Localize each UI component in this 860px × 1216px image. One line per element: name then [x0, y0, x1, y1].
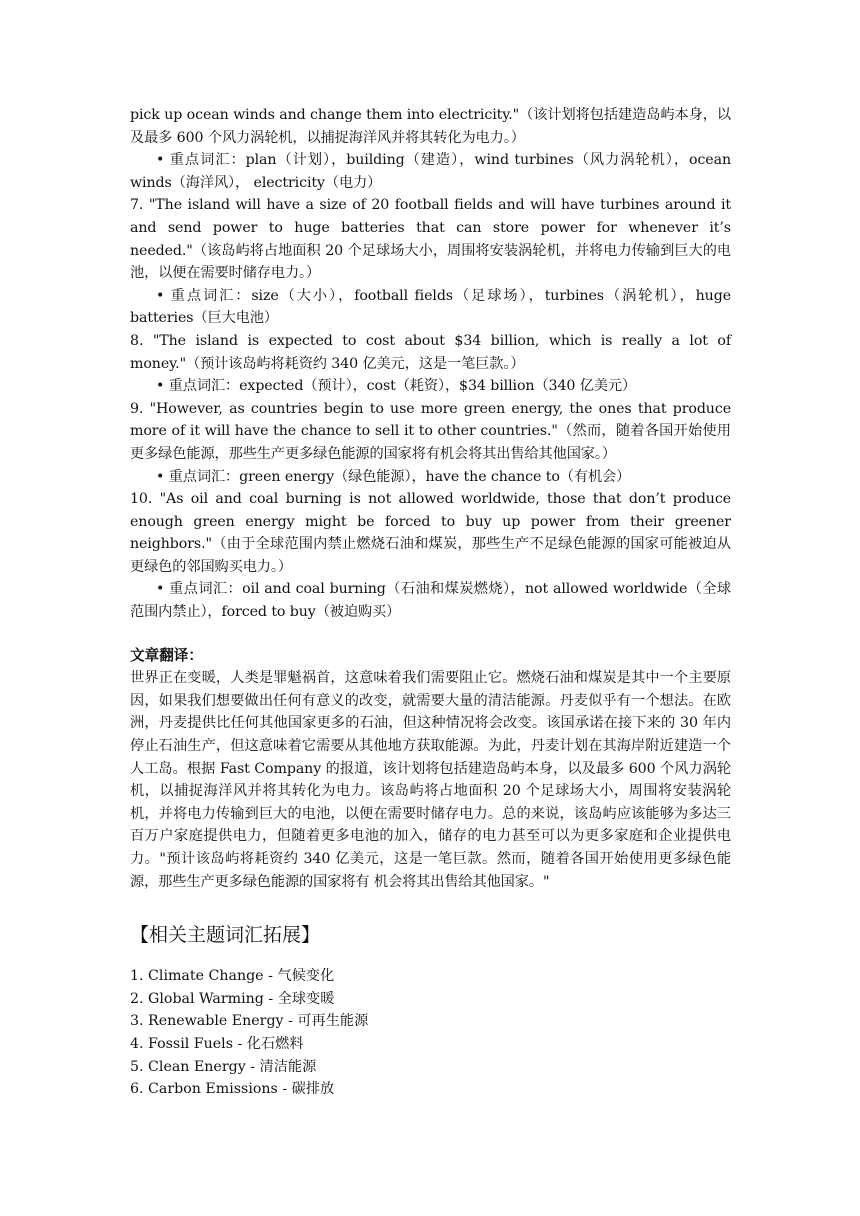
topic-vocab-list	[130, 965, 731, 1101]
key-vocab-bullet-6: • 重点词汇：plan（计划），building（建造），wind turbines（风力涡轮机），ocean winds（海洋风）， electricity（电力）	[130, 152, 731, 191]
intro-paragraph: pick up ocean winds and change them into electricity."（该计划将包括建造岛屿本身，以及最多 600 个风力涡轮机，以捕捉海洋风并将其转化为电力。）	[130, 107, 731, 146]
topic-vocab-heading: 【相关主题词汇拓展】	[130, 924, 321, 947]
vocab-item: 5. Clean Energy - 清洁能源	[130, 1058, 317, 1075]
key-vocab-bullet-10: • 重点词汇：oil and coal burning（石油和煤炭燃烧），not allowed worldwide（全球范围内禁止），forced to buy（被迫购买）	[130, 581, 731, 621]
vocab-item: 1. Climate Change - 气候变化	[130, 968, 335, 985]
key-vocab-bullet-7: • 重点词汇：size（大小），football fields（足球场），turbines（涡轮机），huge batteries（巨大电池）	[130, 287, 731, 327]
vocab-item: 3. Renewable Energy - 可再生能源	[130, 1013, 369, 1030]
translation-heading: 文章翻译：	[130, 646, 203, 664]
sentence-item-8: 8. "The island is expected to cost about $34 billion, which is really a lot of money."（预计该岛屿将耗资约 340 亿美元，这是一笔巨款。）	[130, 332, 731, 372]
vocab-item: 2. Global Warming - 全球变暖	[130, 990, 335, 1007]
sentence-item-10: 10. "As oil and coal burning is not allowed worldwide, those that don’t produce enough green energy might be forced to buy up power from their greener neighbors."（由于全球范围内禁止燃烧石油和煤炭，那些生产不足绿色能源的国家可能被迫从更绿色的邻国购买电力。）	[130, 491, 731, 575]
vocab-item: 4. Fossil Fuels - 化石燃料	[130, 1035, 304, 1052]
key-vocab-bullet-9: • 重点词汇：green energy（绿色能源），have the chance to（有机会）	[156, 468, 631, 485]
key-vocab-bullet-8: • 重点词汇：expected（预计），cost（耗资），$34 billion（340 亿美元）	[156, 378, 637, 395]
translation-body: 世界正在变暖，人类是罪魁祸首，这意味着我们需要阻止它。燃烧石油和煤炭是其中一个主要原因，如果我们想要做出任何有意义的改变，就需要大量的清洁能源。丹麦似乎有一个想法。在欧洲，丹麦提供比任何其他国家更多的石油，但这种情况将会改变。该国承诺在接下来的 30 年内停止石油生产，但这意味着它需要从其他地方获取能源。为此，丹麦计划在其海岸附近建造一个人工岛。根据 Fast Company 的报道，该计划将包括建造岛屿本身，以及最多 600 个风力涡轮机，以捕捉海洋风并将其转化为电力。该岛屿将占地面积 20 个足球场大小，周围将安装涡轮机，并将电力传输到巨大的电池，以便在需要时储存电力。总的来说，该岛屿应该能够为多达三百万户家庭提供电力，但随着更多电池的加入，储存的电力甚至可以为更多家庭和企业提供电力。"预计该岛屿将耗资约 340 亿美元，这是一笔巨款。然而，随着各国开始使用更多绿色能源，那些生产更多绿色能源的国家将有 机会将其出售给其他国家。"	[130, 670, 731, 890]
sentence-item-9: 9. "However, as countries begin to use more green energy, the ones that produce more of it will have the chance to sell it to other countries."（然而，随着各国开始使用更多绿色能源，那些生产更多绿色能源的国家将有机会将其出售给其他国家。）	[130, 400, 731, 462]
vocab-item: 6. Carbon Emissions - 碳排放	[130, 1081, 335, 1098]
document-page	[130, 104, 731, 1101]
sentence-item-7: 7. "The island will have a size of 20 football fields and will have turbines around it and send power to huge batteries that can store power for whenever it’s needed."（该岛屿将占地面积 20 个足球场大小，周围将安装涡轮机，并将电力传输到巨大的电池，以便在需要时储存电力。）	[130, 197, 731, 282]
